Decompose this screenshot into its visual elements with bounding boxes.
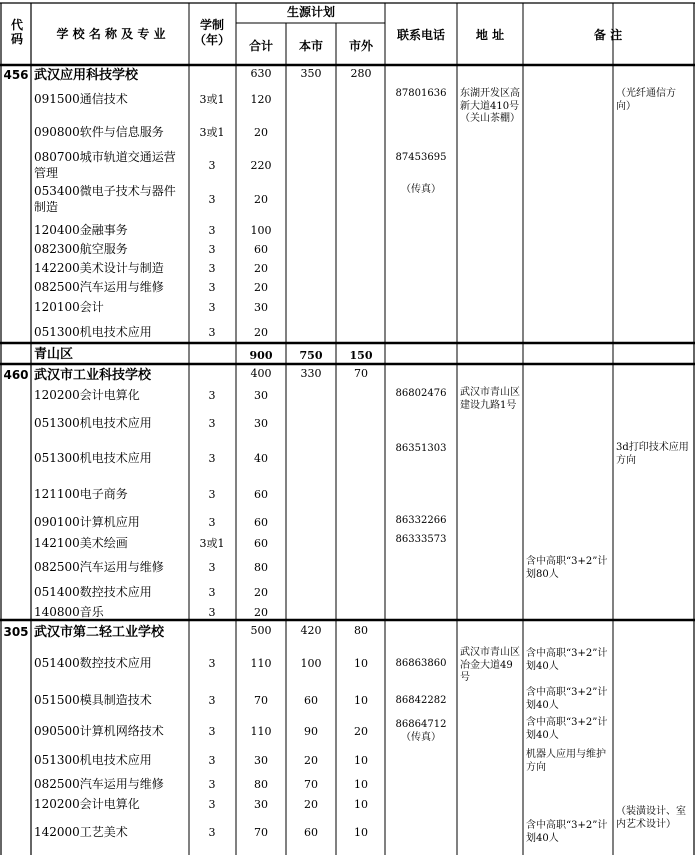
major-total: 30 (254, 301, 268, 314)
major-total: 110 (250, 657, 272, 670)
phone-number: 86842282 (395, 695, 447, 706)
major-duration: 3 (208, 657, 216, 670)
school-name: 武汉市工业科技学校 (34, 368, 152, 383)
major-name: 082500汽车运用与维修 (34, 777, 164, 791)
major-name: 082500汽车运用与维修 (34, 560, 164, 574)
major-total: 30 (254, 389, 268, 402)
major-name: 120200会计电算化 (34, 797, 140, 811)
major-duration: 3 (208, 243, 216, 256)
major-duration: 3 (208, 281, 216, 294)
major-duration: 3 (208, 798, 216, 811)
major-total: 30 (254, 798, 268, 811)
major-total: 20 (254, 326, 268, 339)
school-total: 400 (250, 367, 272, 380)
major-duration: 3 (208, 389, 216, 402)
major-duration: 3 (208, 561, 216, 574)
remark-direction: （光纤通信方向） (616, 88, 676, 112)
major-name: 051500模具制造技术 (34, 693, 152, 707)
major-name: 120100会计 (34, 300, 104, 314)
major-duration: 3 (208, 694, 216, 707)
school-code: 456 (3, 68, 29, 82)
major-outside: 10 (354, 778, 368, 791)
major-local: 20 (304, 754, 318, 767)
major-total: 40 (254, 452, 268, 465)
header-code: 代码 (10, 18, 23, 47)
major-total: 110 (250, 725, 272, 738)
major-name: 121100电子商务 (34, 487, 128, 501)
school-outside: 80 (354, 624, 368, 637)
phone-number: 86332266 (395, 515, 447, 526)
major-name: 140800音乐 (34, 605, 104, 619)
major-duration: 3 (208, 193, 216, 206)
major-outside: 10 (354, 826, 368, 839)
major-name: 051400数控技术应用 (34, 585, 152, 599)
phone-number: （传真） (401, 732, 441, 743)
header-remarks: 备 注 (593, 28, 623, 42)
major-name: 080700城市轨道交通运营管理 (34, 150, 176, 180)
major-local: 100 (300, 657, 322, 670)
major-duration: 3 (208, 754, 216, 767)
major-name: 051400数控技术应用 (34, 656, 152, 670)
school-address: 武汉市青山区建设九路1号 (460, 387, 520, 411)
major-duration: 3 (208, 417, 216, 430)
major-name: 142200美术设计与制造 (34, 261, 164, 275)
major-total: 120 (250, 93, 272, 106)
major-total: 80 (254, 778, 268, 791)
major-duration: 3 (208, 488, 216, 501)
school-code: 460 (3, 368, 29, 382)
header-address: 地 址 (475, 28, 505, 42)
phone-number: 86802476 (395, 388, 447, 399)
remark-note: 机器人应用与维护方向 (526, 749, 606, 773)
major-total: 80 (254, 561, 268, 574)
major-duration: 3 (208, 326, 216, 339)
major-duration: 3 (208, 224, 216, 237)
major-local: 60 (304, 826, 318, 839)
major-total: 70 (254, 694, 268, 707)
phone-number: （传真） (401, 184, 441, 195)
school-name: 武汉应用科技学校 (34, 68, 139, 83)
major-local: 70 (304, 778, 318, 791)
major-total: 20 (254, 193, 268, 206)
school-name: 武汉市第二轻工业学校 (34, 625, 165, 640)
major-duration: 3 (208, 159, 216, 172)
school-local: 330 (300, 367, 322, 380)
major-total: 30 (254, 417, 268, 430)
major-total: 20 (254, 126, 268, 139)
district-name: 青山区 (34, 347, 74, 362)
remark-note: 含中高职“3+2”计划80人 (526, 556, 608, 580)
header-plan: 生源计划 (286, 5, 336, 19)
header-outside: 市外 (348, 39, 374, 53)
major-duration: 3 (208, 606, 216, 619)
school-code: 305 (3, 625, 29, 639)
major-duration: 3 (208, 301, 216, 314)
major-name: 142100美术绘画 (34, 536, 128, 550)
school-local: 420 (300, 624, 322, 637)
major-local: 90 (304, 725, 318, 738)
major-duration: 3 (208, 586, 216, 599)
header-school: 学 校 名 称 及 专 业 (56, 27, 166, 41)
major-outside: 10 (354, 657, 368, 670)
major-name: 090100计算机应用 (34, 515, 140, 529)
header-total: 合计 (248, 39, 274, 53)
school-local: 350 (300, 67, 322, 80)
school-address: 武汉市青山区冶金大道49号 (460, 647, 520, 683)
major-local: 60 (304, 694, 318, 707)
major-name: 091500通信技术 (34, 92, 128, 106)
district-local: 750 (299, 349, 323, 362)
major-duration: 3 (208, 262, 216, 275)
header-local: 本市 (298, 39, 324, 53)
remark-direction: （装潢设计、室内艺术设计） (616, 806, 686, 830)
major-total: 220 (250, 159, 272, 172)
major-duration: 3 (208, 725, 216, 738)
district-total: 900 (249, 349, 273, 362)
major-name: 120200会计电算化 (34, 388, 140, 402)
remark-note: 含中高职“3+2”计划40人 (526, 648, 608, 672)
major-total: 30 (254, 754, 268, 767)
phone-number: 87801636 (395, 88, 447, 99)
major-name: 090500计算机网络技术 (34, 724, 164, 738)
school-address: 东湖开发区高新大道410号（关山茶棚） (460, 88, 520, 124)
major-name: 051300机电技术应用 (34, 325, 152, 339)
major-duration: 3 (208, 452, 216, 465)
major-total: 60 (254, 537, 268, 550)
remark-note: 含中高职“3+2”计划40人 (526, 717, 608, 741)
major-duration: 3或1 (199, 93, 225, 106)
major-duration: 3或1 (199, 537, 225, 550)
remark-note: 含中高职“3+2”计划40人 (526, 820, 608, 844)
remark-note: 含中高职“3+2”计划40人 (526, 687, 608, 711)
major-total: 60 (254, 488, 268, 501)
major-total: 100 (250, 224, 272, 237)
header-phone: 联系电话 (396, 28, 446, 42)
major-name: 090800软件与信息服务 (34, 125, 164, 139)
phone-number: 86333573 (395, 534, 447, 545)
major-outside: 10 (354, 694, 368, 707)
phone-number: 86864712 (395, 719, 447, 730)
major-name: 051300机电技术应用 (34, 753, 152, 767)
phone-number: 86351303 (395, 443, 447, 454)
major-duration: 3 (208, 778, 216, 791)
major-duration: 3 (208, 516, 216, 529)
major-outside: 10 (354, 798, 368, 811)
district-outside: 150 (349, 349, 373, 362)
major-name: 142000工艺美术 (34, 825, 128, 839)
major-total: 60 (254, 516, 268, 529)
major-duration: 3或1 (199, 126, 225, 139)
major-outside: 20 (354, 725, 368, 738)
school-total: 500 (250, 624, 272, 637)
remark-direction: 3d打印技术应用方向 (616, 442, 689, 466)
major-name: 120400金融事务 (34, 223, 128, 237)
header-duration: 学制（年） (193, 18, 230, 47)
major-duration: 3 (208, 826, 216, 839)
major-total: 60 (254, 243, 268, 256)
major-total: 20 (254, 262, 268, 275)
phone-number: 86863860 (395, 658, 447, 669)
phone-number: 87453695 (395, 152, 447, 163)
school-total: 630 (250, 67, 272, 80)
major-name: 082300航空服务 (34, 242, 128, 256)
major-total: 20 (254, 606, 268, 619)
school-outside: 70 (354, 367, 368, 380)
major-name: 082500汽车运用与维修 (34, 280, 164, 294)
major-total: 20 (254, 281, 268, 294)
school-outside: 280 (350, 67, 372, 80)
major-name: 051300机电技术应用 (34, 416, 152, 430)
major-name: 051300机电技术应用 (34, 451, 152, 465)
major-name: 053400微电子技术与器件制造 (34, 184, 176, 214)
major-outside: 10 (354, 754, 368, 767)
major-total: 70 (254, 826, 268, 839)
major-local: 20 (304, 798, 318, 811)
major-total: 20 (254, 586, 268, 599)
